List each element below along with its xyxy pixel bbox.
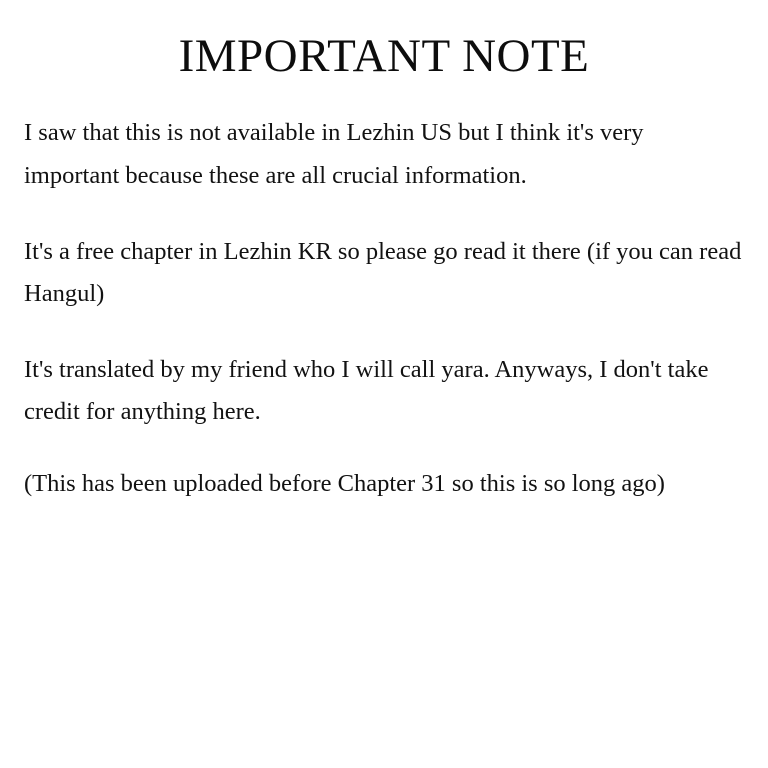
note-paragraph-2: It's a free chapter in Lezhin KR so please go read it there (if you can read Hangul) [24,237,742,307]
page-title: IMPORTANT NOTE [178,30,590,82]
note-paragraph-4: (This has been uploaded before Chapter 31 so this is so long ago) [24,470,665,498]
note-paragraph-1: I saw that this is not available in Lezhin US but I think it's very important because these are all crucial information. [24,119,644,189]
note-paragraph-3: It's translated by my friend who I will call yara. Anyways, I don't take credit for anything here. [24,355,709,426]
